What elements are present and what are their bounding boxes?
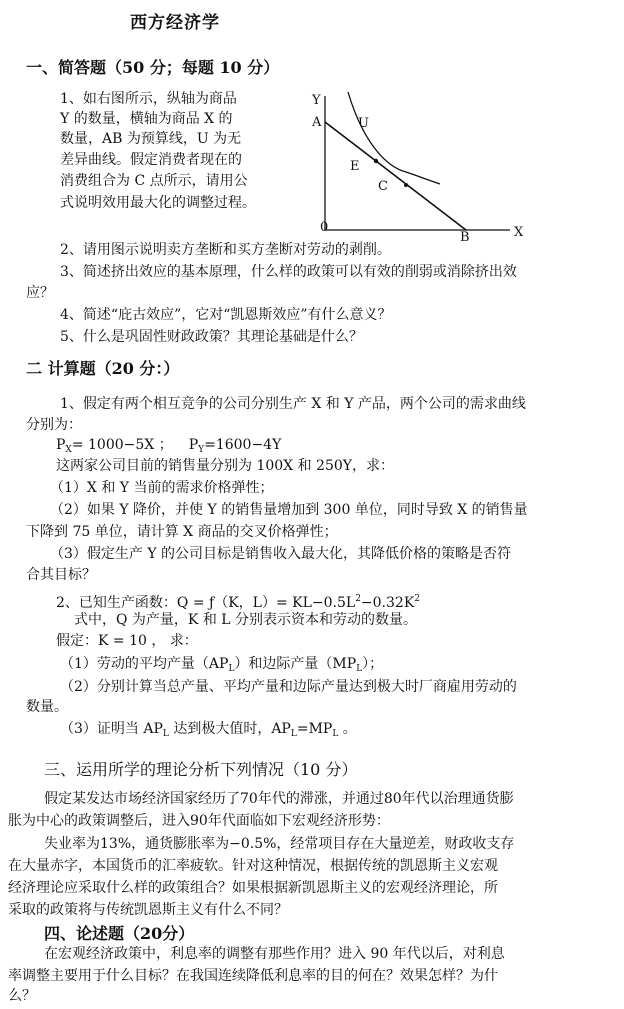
budget-line-ab	[325, 122, 466, 230]
px-equation: = 1000−5X ；	[71, 437, 173, 453]
q1-line: 式说明效用最大化的调整过程。	[60, 195, 256, 211]
label-origin: 0	[320, 220, 329, 235]
calc-q1-part2-cont: 下降到 75 单位，请计算 X 商品的交叉价格弹性；	[26, 524, 338, 540]
production-function-cont: −0.32K	[360, 595, 415, 611]
calc-q1-part3: （3）假定生产 Y 的公司目标是销售收入最大化，其降低价格的策略是否符	[50, 546, 512, 562]
py-equation: =1600−4Y	[204, 437, 282, 453]
text-span: 达到极大值时，AP	[168, 721, 291, 737]
page-title: 西方经济学	[130, 13, 220, 33]
q1-line: 1、如右图所示，纵轴为商品	[60, 91, 237, 107]
text-span: 。	[338, 721, 357, 737]
exponent: 2	[414, 594, 421, 604]
point-c	[404, 183, 408, 187]
s3-line: 胀为中心的政策调整后，进入90年代面临如下宏观经济形势：	[8, 813, 390, 829]
calc-q1-part2: （2）如果 Y 降价，并使 Y 的销售量增加到 300 单位，同时导致 X 的销售量	[50, 502, 528, 518]
subscript: L	[332, 729, 339, 739]
calc-q2-part2: （2）分别计算当总产量、平均产量和边际产量达到极大时厂商雇用劳动的	[60, 679, 517, 695]
calc-q2-part1	[60, 654, 383, 679]
text-span: ）；	[362, 656, 384, 672]
calc-q1: 1、假定有两个相互竞争的公司分别生产 X 和 Y 产品，两个公司的需求曲线	[60, 396, 526, 412]
section-3-heading: 三、运用所学的理论分析下列情况（10 分）	[44, 760, 358, 779]
point-e	[374, 159, 378, 163]
calc-q2-note: 式中，Q 为产量，K 和 L 分别表示资本和劳动的数量。	[74, 612, 418, 628]
s4-line: 在宏观经济政策中，利息率的调整有那些作用？进入 90 年代以后，对利息	[44, 946, 505, 962]
label-b: B	[460, 230, 470, 242]
production-function: 2、已知生产函数：Q = ƒ（K，L）= KL−0.5L	[56, 595, 356, 611]
q1-line: 数量，AB 为预算线，U 为无	[60, 131, 242, 147]
calc-q2-part3	[60, 719, 357, 744]
question-5: 5、什么是巩固性财政政策？其理论基础是什么？	[60, 329, 363, 345]
text-span: （3）证明当 AP	[60, 721, 163, 737]
py-symbol: P	[188, 437, 199, 453]
calc-q2-given: 假定：K = 10 ， 求：	[56, 633, 198, 649]
q1-line: Y 的数量，横轴为商品 X 的	[60, 111, 233, 127]
calc-q1-part1: （1）X 和 Y 当前的需求价格弹性；	[50, 480, 274, 496]
text-span: ）和边际产量（MP	[234, 656, 357, 672]
py-subscript: Y	[198, 445, 205, 455]
text-span: （1）劳动的平均产量（AP	[60, 656, 229, 672]
calc-q1-given: 这两家公司目前的销售量分别为 100X 和 250Y，求：	[56, 458, 395, 474]
indifference-curve-figure	[300, 84, 540, 242]
exponent: 2	[355, 594, 361, 604]
s4-line: 么？	[8, 988, 36, 1004]
q1-line: 消费组合为 C 点所示，请用公	[60, 173, 248, 189]
question-3: 3、简述挤出效应的基本原理，什么样的政策可以有效的削弱或消除挤出效	[60, 264, 517, 280]
px-subscript: X	[65, 445, 72, 455]
calc-q2-part2-cont: 数量。	[26, 699, 68, 715]
label-x: X	[514, 225, 524, 240]
label-e: E	[350, 159, 360, 174]
subscript: L	[228, 664, 235, 674]
section-4-heading: 四、论述题（20分）	[44, 924, 195, 943]
s3-line: 假定某发达市场经济国家经历了70年代的滞涨，并通过80年代以治理通货膨	[44, 791, 514, 807]
s3-line: 在大量赤字，本国货币的汇率疲软。针对这种情况，根据传统的凯恩斯主义宏观	[8, 858, 498, 874]
calc-q1-part3-cont: 合其目标？	[26, 567, 96, 583]
question-2: 2、请用图示说明卖方垄断和买方垄断对劳动的剥削。	[60, 242, 391, 258]
label-u: U	[358, 116, 369, 131]
section-2-heading: 二 计算题（20 分：）	[26, 359, 180, 378]
label-y: Y	[312, 93, 321, 108]
label-c: C	[378, 179, 388, 194]
question-3-cont: 应？	[26, 285, 54, 301]
s3-line: 采取的政策将与传统凯恩斯主义有什么不同？	[8, 902, 288, 918]
px-symbol: P	[56, 437, 66, 453]
q1-line: 差异曲线。假定消费者现在的	[60, 152, 242, 168]
s4-line: 率调整主要用于什么目标？在我国连续降低利息率的目的何在？效果怎样？为什	[8, 968, 498, 984]
section-1-heading: 一、简答题（50 分；每题 10 分）	[26, 58, 280, 77]
subscript: L	[162, 729, 169, 739]
subscript: L	[290, 729, 297, 739]
indifference-curve-u	[348, 92, 440, 184]
s3-line: 失业率为13%，通货膨胀率为−0.5%，经常项目存在大量逆差，财政收支存	[44, 836, 515, 852]
question-4: 4、简述“庇古效应”，它对“凯恩斯效应”有什么意义？	[60, 307, 392, 323]
calc-q1-cont: 分别为：	[26, 417, 82, 433]
text-span: =MP	[296, 721, 333, 737]
s3-line: 经济理论应采取什么样的政策组合？如果根据新凯恩斯主义的宏观经济理论，所	[8, 880, 498, 896]
label-a: A	[312, 115, 322, 130]
subscript: L	[356, 664, 363, 674]
